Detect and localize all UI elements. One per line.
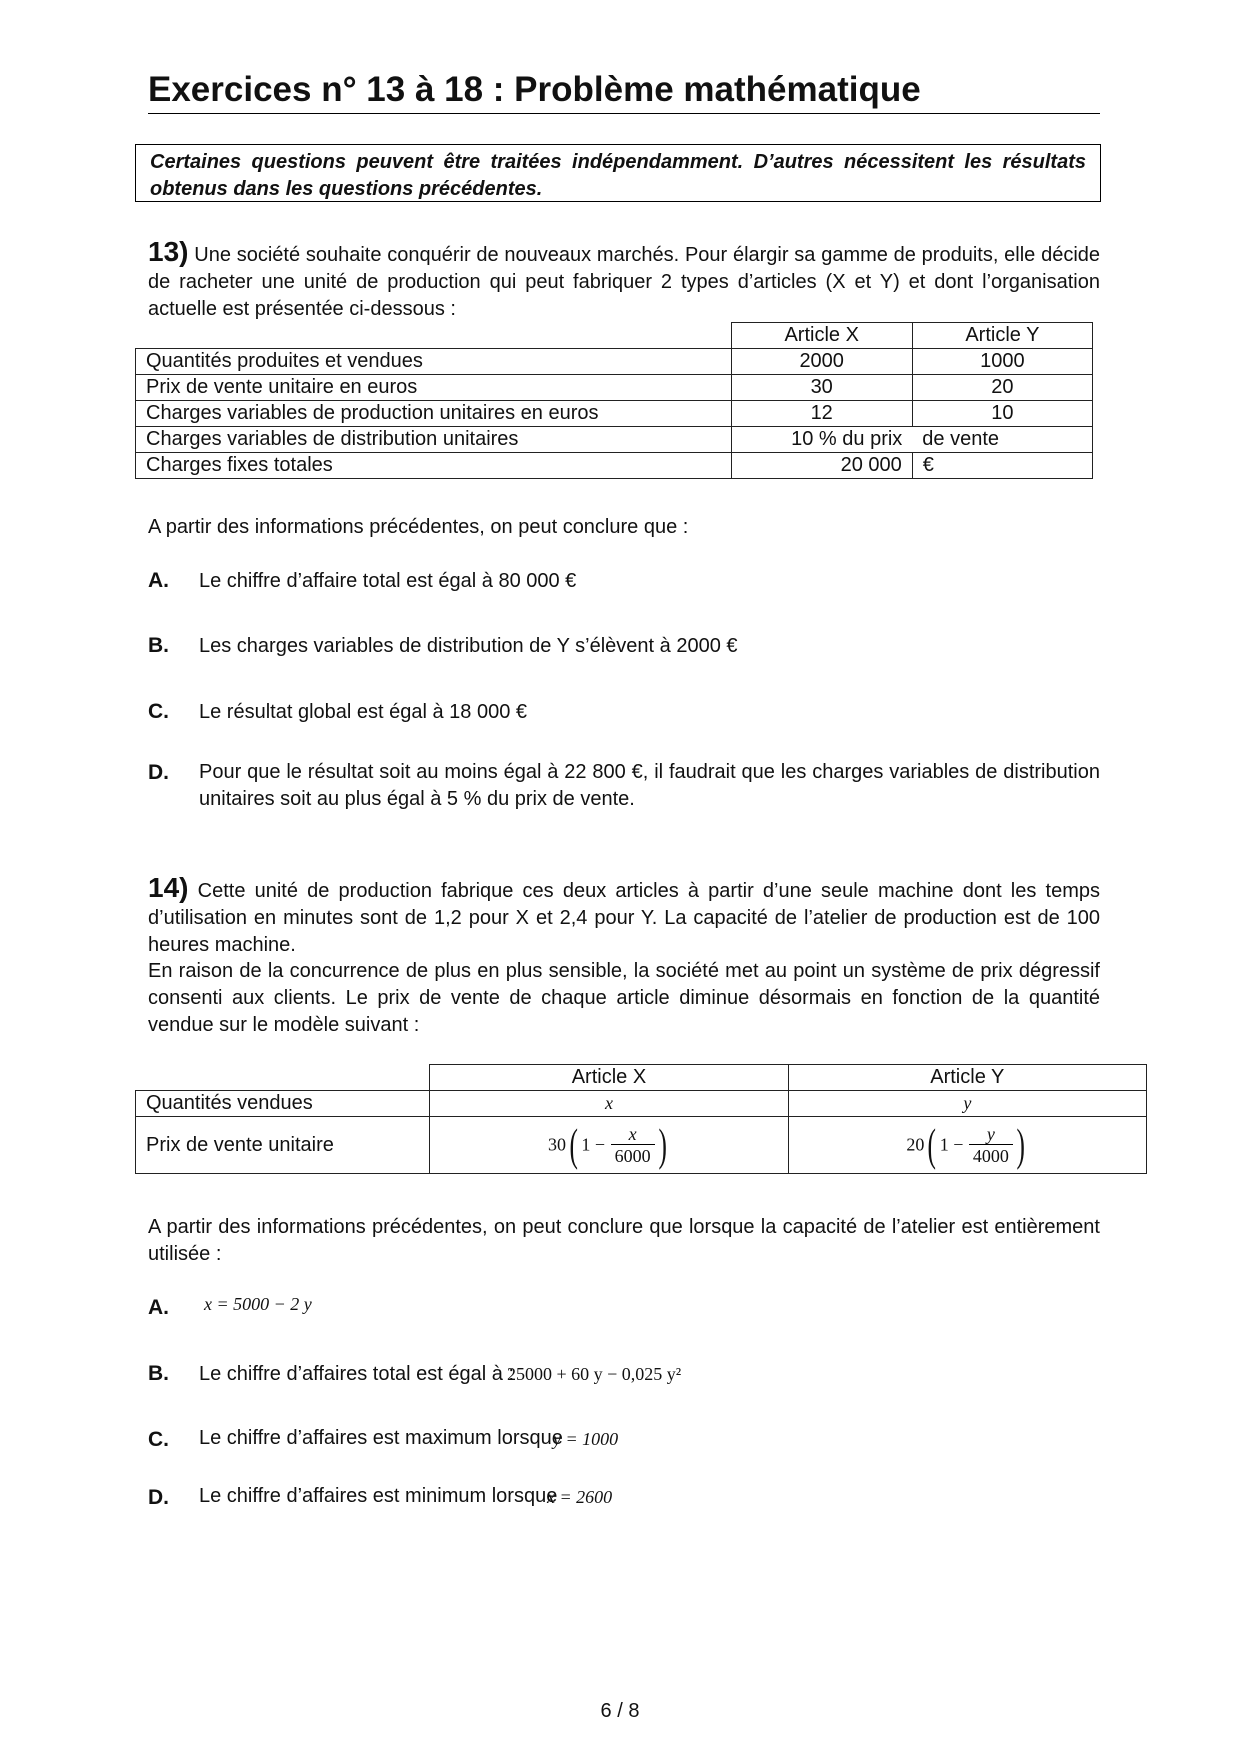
cell-y: € [912, 453, 1092, 479]
table-row [136, 427, 1093, 453]
notice-box: Certaines questions peuvent être traitées indépendamment. D’autres nécessitent les résultats obtenus dans les questions précédentes. [135, 144, 1101, 202]
q13-intro-block [148, 238, 1100, 323]
q13-option-c-letter: C. [148, 700, 169, 723]
table-row [136, 375, 1093, 401]
q13-option-a-letter: A. [148, 569, 169, 592]
q13-table-header [136, 323, 1093, 349]
q14-option-d-text: Le chiffre d’affaires est minimum lorsque [199, 1485, 558, 1507]
q14-option-a-math: x = 5000 − 2 y [204, 1294, 312, 1314]
q14-option-a-letter: A. [148, 1296, 169, 1319]
q13-table [135, 322, 1093, 479]
q14-table-empty-cell [136, 1065, 430, 1091]
cell-y: de vente [912, 427, 1092, 453]
q13-lead: A partir des informations précédentes, on peut conclure que : [148, 516, 689, 538]
row-label: Quantités produites et vendues [136, 349, 732, 375]
q14-number: 14) [148, 872, 189, 903]
cell-x: 12 [731, 401, 912, 427]
q14-option-d-math: x = 2600 [547, 1487, 613, 1507]
q14-option-b-letter: B. [148, 1362, 169, 1385]
table-row [136, 453, 1093, 479]
q13-table-empty-cell [136, 323, 732, 349]
title-underline [148, 113, 1100, 114]
qty-y-math: y [788, 1091, 1146, 1117]
row-label: Prix de vente unitaire [136, 1117, 430, 1174]
price-y-denominator: 4000 [972, 1145, 1009, 1166]
price-y-one: 1 − [939, 1134, 964, 1155]
q14-option-d-letter: D. [148, 1486, 169, 1509]
left-paren-icon: ( [927, 1119, 937, 1170]
left-paren-icon: ( [569, 1119, 578, 1170]
cell-y: 20 [912, 375, 1092, 401]
q13-number: 13) [148, 236, 189, 267]
price-x-fraction [611, 1124, 655, 1167]
cell-x: 10 % du prix [731, 427, 912, 453]
row-label: Charges fixes totales [136, 453, 732, 479]
q14-table [135, 1064, 1147, 1174]
table-row [136, 349, 1093, 375]
q13-option-d-letter: D. [148, 761, 169, 784]
table-row [136, 1117, 1147, 1174]
q14-option-c-math: y = 1000 [553, 1429, 619, 1449]
right-paren-icon: ) [658, 1119, 667, 1170]
price-x-numerator: x [611, 1124, 655, 1145]
cell-x: 2000 [731, 349, 912, 375]
price-x-one: 1 − [581, 1134, 605, 1155]
qty-x-math: x [430, 1091, 788, 1117]
q14-option-b-math: 25000 + 60 y − 0,025 y² [507, 1364, 682, 1384]
price-x-denominator: 6000 [614, 1145, 651, 1166]
q14-col-y: Article Y [788, 1065, 1146, 1091]
price-y-coef: 20 [906, 1134, 925, 1155]
q13-option-c-text: Le résultat global est égal à 18 000 € [199, 701, 528, 723]
price-y-numerator: y [969, 1124, 1013, 1145]
q14-option-c-text: Le chiffre d’affaires est maximum lorsque [199, 1427, 563, 1449]
cell-x: 20 000 [731, 453, 912, 479]
q14-table-header [136, 1065, 1147, 1091]
row-label: Charges variables de distribution unitaires [136, 427, 732, 453]
q13-option-a-text: Le chiffre d’affaire total est égal à 80 000 € [199, 570, 577, 592]
q14-intro-block [148, 874, 1100, 959]
q13-intro: Une société souhaite conquérir de nouveaux marchés. Pour élargir sa gamme de produits, elle décide de racheter une unité de production qui peut fabriquer 2 types d’articles (X et Y) et dont l’organisation actuelle est présentée ci-dessous : [148, 244, 1101, 320]
cell-y: 10 [912, 401, 1092, 427]
page-number: 6 / 8 [600, 1700, 640, 1722]
q13-option-b-letter: B. [148, 634, 169, 657]
table-row [136, 401, 1093, 427]
q14-option-c-letter: C. [148, 1428, 169, 1451]
cell-y: 1000 [912, 349, 1092, 375]
right-paren-icon: ) [1016, 1119, 1025, 1170]
price-x-coef: 30 [548, 1134, 567, 1155]
q13-col-y: Article Y [912, 323, 1092, 349]
q13-option-d-text: Pour que le résultat soit au moins égal à 22 800 €, il faudrait que les charges variables de distribution unitaires soit au plus égal à 5 % du prix de vente. [199, 761, 1100, 810]
q14-option-b-text: Le chiffre d’affaires total est égal à : [199, 1363, 515, 1385]
cell-x: 30 [731, 375, 912, 401]
price-y-formula [788, 1117, 1146, 1174]
page-title: Exercices n° 13 à 18 : Problème mathématique [148, 70, 921, 109]
row-label: Quantités vendues [136, 1091, 430, 1117]
q14-intro: Cette unité de production fabrique ces deux articles à partir d’une seule machine dont les temps d’utilisation en minutes sont de 1,2 pour X et 2,4 pour Y. La capacité de l’atelier de production est de 100 heures machine. [148, 880, 1100, 956]
price-x-formula [430, 1117, 788, 1174]
q13-col-x: Article X [731, 323, 912, 349]
q14-col-x: Article X [430, 1065, 788, 1091]
q13-option-b-text: Les charges variables de distribution de Y s’élèvent à 2000 € [199, 635, 738, 657]
price-y-fraction [969, 1124, 1013, 1167]
row-label: Prix de vente unitaire en euros [136, 375, 732, 401]
q14-paragraph-2: En raison de la concurrence de plus en plus sensible, la société met au point un système de prix dégressif consenti aux clients. Le prix de vente de chaque article diminue désormais en fonction de la quantité vendue sur le modèle suivant : [148, 960, 1100, 1036]
row-label: Charges variables de production unitaires en euros [136, 401, 732, 427]
table-row [136, 1091, 1147, 1117]
q14-lead: A partir des informations précédentes, on peut conclure que lorsque la capacité de l’atelier est entièrement utilisée : [148, 1216, 1100, 1265]
